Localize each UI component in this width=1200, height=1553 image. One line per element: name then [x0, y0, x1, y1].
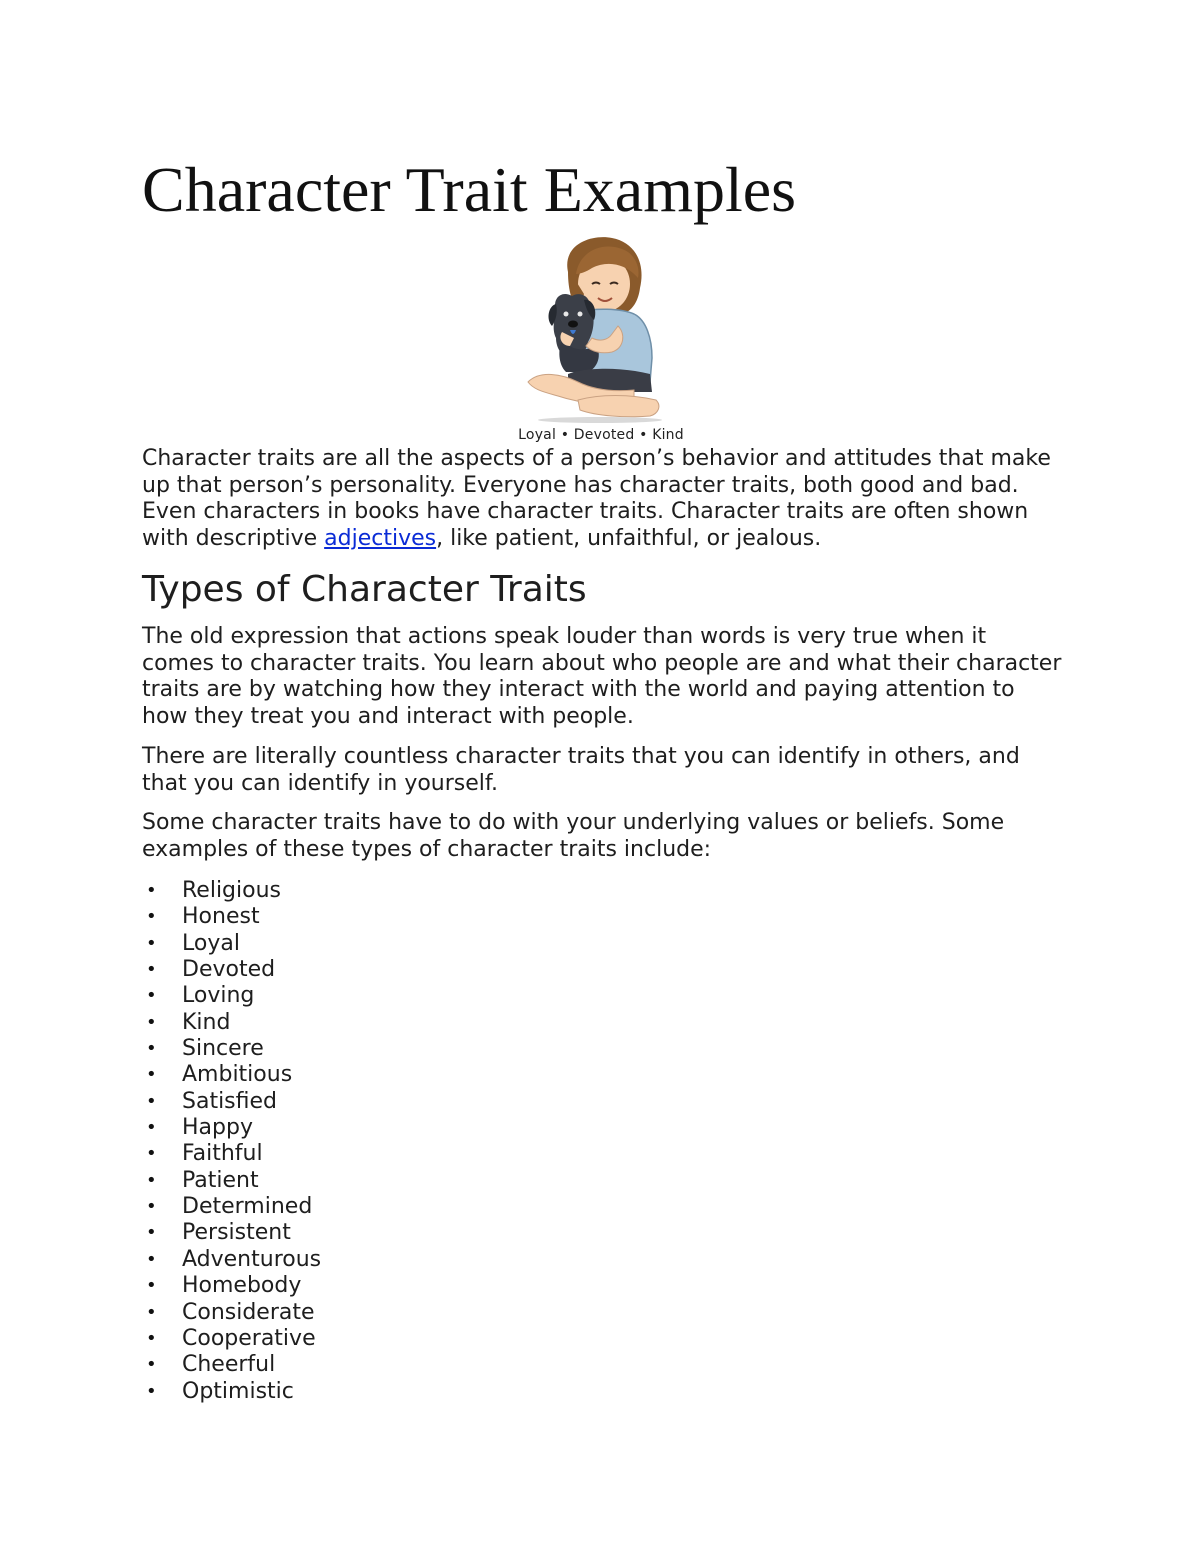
bullet: •: [146, 1301, 157, 1323]
list-item: [142, 983, 321, 1009]
list-item: [142, 1089, 321, 1115]
trait-label: Faithful: [182, 1141, 263, 1167]
paragraph-countless: There are literally countless character traits that you can identify in others, and that you can identify in yourself.: [142, 744, 1020, 796]
bullet: •: [146, 906, 157, 928]
bullet: •: [146, 1327, 157, 1349]
bullet: •: [146, 880, 157, 901]
bullet: •: [146, 1275, 157, 1297]
list-item: [142, 957, 321, 983]
trait-label: Honest: [182, 904, 260, 930]
list-item: [142, 1220, 321, 1246]
trait-label: Loving: [182, 983, 255, 1009]
trait-label: Adventurous: [182, 1246, 322, 1272]
bullet: •: [146, 1380, 157, 1402]
list-item: [142, 1300, 321, 1326]
bullet: •: [146, 1196, 157, 1218]
list-item: [142, 1115, 321, 1141]
intro-paragraph: [142, 446, 1072, 552]
figure-caption: Loyal • Devoted • Kind: [518, 427, 684, 443]
trait-label: Happy: [182, 1115, 253, 1141]
bullet: •: [146, 1354, 157, 1376]
list-item: [142, 1168, 321, 1194]
list-item: [142, 1273, 321, 1299]
list-item: [142, 878, 321, 904]
bullet: •: [146, 959, 157, 981]
trait-label: Homebody: [182, 1273, 302, 1299]
trait-label: Religious: [182, 878, 281, 903]
list-item: [142, 1141, 321, 1167]
trait-label: Satisfied: [182, 1088, 278, 1114]
bullet: •: [146, 1169, 157, 1191]
trait-label: Determined: [182, 1194, 313, 1220]
illustration-figure: [142, 234, 1060, 446]
bullet: •: [146, 932, 157, 954]
bullet: •: [146, 1064, 157, 1086]
paragraph-actions: The old expression that actions speak louder than words is very true when it comes to character traits. You learn about who people are and what their character traits are by watching how they interact with the world and paying attention to how they treat you and interact with people.: [142, 624, 1062, 729]
traits-list: [142, 878, 321, 1405]
bullet: •: [146, 1011, 157, 1033]
bullet: •: [146, 1117, 157, 1139]
bullet: •: [146, 1143, 157, 1165]
list-item: [142, 1326, 321, 1352]
trait-label: Loyal: [182, 930, 240, 956]
bullet: •: [146, 1222, 157, 1244]
list-item: [142, 1352, 321, 1378]
adjectives-link[interactable]: adjectives: [324, 525, 437, 551]
trait-label: Considerate: [182, 1299, 315, 1325]
intro-text: Character traits are all the aspects of a person’s behavior and attitudes that make up that person’s personality. Everyone has character traits, both good and bad. Even characters in books have character traits. Character traits are often shown with descriptive: [142, 446, 1051, 551]
trait-label: Persistent: [182, 1220, 291, 1246]
list-item: [142, 1247, 321, 1273]
list-item: [142, 1379, 321, 1405]
trait-label: Cooperative: [182, 1325, 316, 1351]
list-item: [142, 1062, 321, 1088]
intro-text-end: , like patient, unfaithful, or jealous.: [436, 525, 822, 551]
list-item: [142, 904, 321, 930]
child-hugging-dog-illustration: [522, 234, 682, 424]
trait-label: Optimistic: [182, 1378, 294, 1404]
bullet: •: [146, 1038, 157, 1060]
trait-label: Patient: [182, 1167, 259, 1193]
list-item: [142, 931, 321, 957]
trait-label: Ambitious: [182, 1062, 293, 1088]
trait-label: Cheerful: [182, 1352, 276, 1378]
list-item: [142, 1010, 321, 1036]
page-title: Character Trait Examples: [142, 154, 797, 225]
trait-label: Kind: [182, 1009, 231, 1035]
list-item: [142, 1036, 321, 1062]
trait-label: Devoted: [182, 957, 276, 983]
bullet: •: [146, 1090, 157, 1112]
section-heading: Types of Character Traits: [142, 569, 587, 610]
bullet: •: [146, 985, 157, 1007]
list-item: [142, 1194, 321, 1220]
paragraph-values: Some character traits have to do with your underlying values or beliefs. Some examples of these types of character traits include:: [142, 810, 1005, 862]
bullet: •: [146, 1248, 157, 1270]
trait-label: Sincere: [182, 1036, 264, 1062]
